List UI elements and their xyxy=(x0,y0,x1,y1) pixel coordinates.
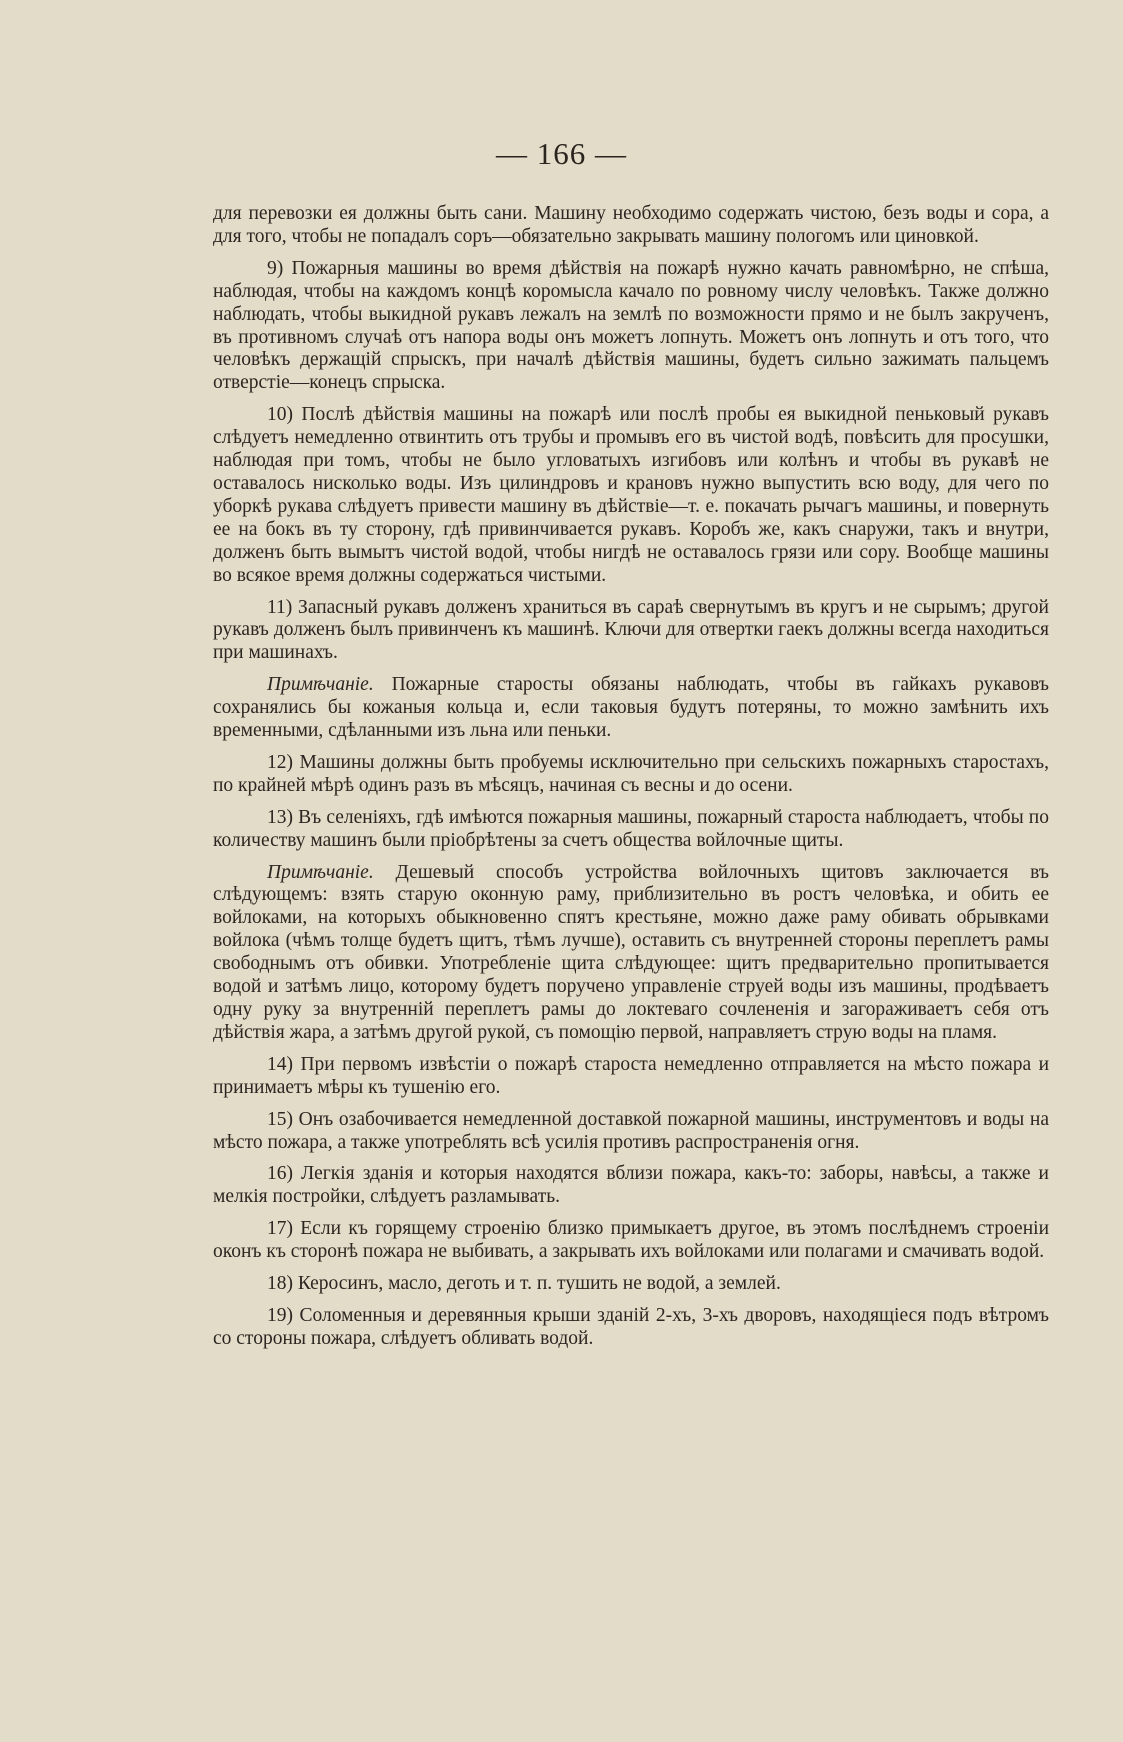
note-text: Дешевый способъ устройства войлочныхъ щитовъ заключается въ слѣдующемъ: взять старую оконную раму, приблизительно въ ростъ человѣка, и обить ее войлоками, на которыхъ обыкновенно спятъ крестьяне, можно даже раму обивать обрывками войлока (чѣмъ толще будетъ щитъ, тѣмъ лучше), оставить съ внутренней стороны переплетъ рамы свободнымъ отъ обивки. Употребленіе щита слѣдующее: щитъ предварительно пропитывается водой и затѣмъ лицо, которому будетъ поручено управленіе струей воды изъ машины, продѣваетъ одну руку за внутренній переплетъ рамы до локтеваго сочлененія и загораживаетъ себя отъ дѣйствія жара, а затѣмъ другой рукой, съ помощію первой, направляетъ струю воды на пламя. xyxy=(213,861,1049,1043)
paragraph-11: 11) Запасный рукавъ долженъ храниться въ сараѣ свернутымъ въ кругъ и не сырымъ; другой рукавъ долженъ былъ привинченъ къ машинѣ. Ключи для отвертки гаекъ должны всегда находиться при машинахъ. xyxy=(213,596,1049,664)
note-13 xyxy=(213,862,1049,1045)
paragraph-continuation: для перевозки ея должны быть сани. Машину необходимо содержать чистою, безъ воды и сора, а для того, чтобы не попадалъ соръ—обязательно закрывать машину пологомъ или циновкой. xyxy=(213,203,1049,247)
note-text: Пожарные старосты обязаны наблюдать, чтобы въ гайкахъ рукавовъ сохранялись бы кожаныя кольца и, если таковыя будутъ потеряны, то можно замѣнить ихъ временными, сдѣланными изъ льна или пеньки. xyxy=(213,674,1049,742)
page-number: — 166 — xyxy=(496,136,627,171)
body-text xyxy=(213,203,1049,1360)
note-11 xyxy=(213,674,1049,743)
paragraph-16: 16) Легкія зданія и которыя находятся вблизи пожара, какъ-то: заборы, навѣсы, а также и мелкія постройки, слѣдуетъ разламывать. xyxy=(213,1163,1049,1208)
paragraph-10: 10) Послѣ дѣйствія машины на пожарѣ или послѣ пробы ея выкидной пеньковый рукавъ слѣдуетъ немедленно отвинтить отъ трубы и промывъ его въ чистой водѣ, повѣсить для просушки, наблюдая при томъ, чтобы не было угловатыхъ изгибовъ или колѣнъ и чтобы въ рукавѣ не оставалось нисколько воды. Изъ цилиндровъ и крановъ нужно выпустить всю воду, для чего по уборкѣ рукава слѣдуетъ привести машину въ дѣйствіе—т. е. покачать рычагъ машины, и повернуть ее на бокъ въ ту сторону, гдѣ привинчивается рукавъ. Коробъ же, какъ снаружи, такъ и внутри, долженъ быть вымытъ чистой водой, чтобы нигдѣ не оставалось грязи или сору. Вообще машины во всякое время должны содержаться чистыми. xyxy=(213,404,1049,586)
paragraph-13: 13) Въ селеніяхъ, гдѣ имѣются пожарныя машины, пожарный староста наблюдаетъ, чтобы по количеству машинъ были пріобрѣтены за счетъ общества войлочные щиты. xyxy=(213,806,1049,851)
note-label: Примѣчаніе. xyxy=(267,674,374,696)
paragraph-19: 19) Соломенныя и деревянныя крыши зданій 2-хъ, 3-хъ дворовъ, находящіеся подъ вѣтромъ со стороны пожара, слѣдуетъ обливать водой. xyxy=(213,1304,1049,1349)
paragraph-15: 15) Онъ озабочивается немедленной доставкой пожарной машины, инструментовъ и воды на мѣсто пожара, а также употреблять всѣ усилія противъ распространенія огня. xyxy=(213,1108,1049,1153)
paragraph-9: 9) Пожарныя машины во время дѣйствія на пожарѣ нужно качать равномѣрно, не спѣша, наблюдая, чтобы на каждомъ концѣ коромысла качало по ровному числу человѣкъ. Также должно наблюдать, чтобы выкидной рукавъ лежалъ на землѣ по возможности прямо и не былъ закрученъ, въ противномъ случаѣ отъ напора воды онъ можетъ лопнуть. Можетъ онъ лопнуть и отъ того, что человѣкъ держащій спрыскъ, при началѣ дѣйствія машины, будетъ сильно зажимать пальцемъ отверстіе—конецъ спрыска. xyxy=(213,257,1049,394)
paragraph-12: 12) Машины должны быть пробуемы исключительно при сельскихъ пожарныхъ старостахъ, по крайней мѣрѣ одинъ разъ въ мѣсяцъ, начиная съ весны и до осени. xyxy=(213,751,1049,796)
note-label: Примѣчаніе. xyxy=(267,861,374,883)
paragraph-17: 17) Если къ горящему строенію близко примыкаетъ другое, въ этомъ послѣднемъ строеніи оконъ къ сторонѣ пожара не выбивать, а закрывать ихъ войлоками или полагами и смачивать водой. xyxy=(213,1218,1049,1263)
paragraph-18: 18) Керосинъ, масло, деготь и т. п. тушить не водой, а землей. xyxy=(267,1273,781,1295)
paragraph-14: 14) При первомъ извѣстіи о пожарѣ староста немедленно отправляется на мѣсто пожара и принимаетъ мѣры къ тушенію его. xyxy=(213,1053,1049,1098)
